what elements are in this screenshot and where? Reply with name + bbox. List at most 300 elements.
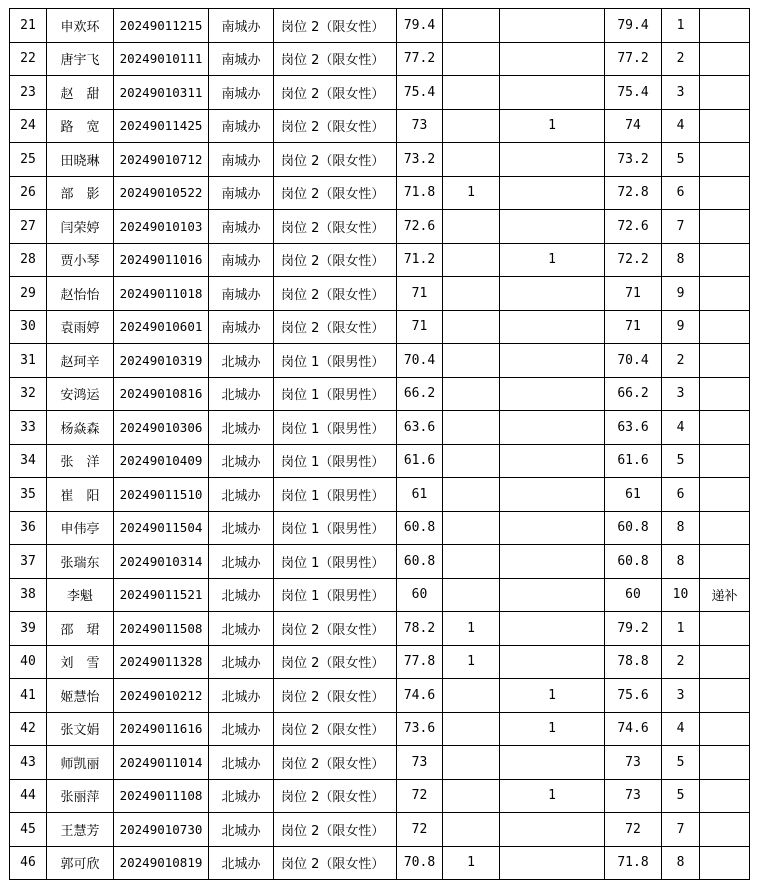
total-cell: 60.8	[605, 511, 662, 545]
note-cell	[700, 344, 750, 378]
rank-cell: 9	[662, 277, 700, 311]
unit-cell: 南城办	[209, 176, 274, 210]
rank-cell: 7	[662, 813, 700, 847]
name-cell: 李魁	[47, 578, 114, 612]
score-cell: 73	[397, 746, 443, 780]
bonus-b-cell	[500, 612, 605, 646]
total-cell: 61	[605, 478, 662, 512]
bonus-a-cell	[443, 243, 500, 277]
name-cell: 田晓琳	[47, 143, 114, 177]
table-row	[10, 478, 750, 512]
note-cell	[700, 478, 750, 512]
ticket-number-cell: 20249011425	[114, 109, 209, 143]
total-cell: 70.4	[605, 344, 662, 378]
unit-cell: 北城办	[209, 444, 274, 478]
rank-cell: 9	[662, 310, 700, 344]
name-cell: 张丽萍	[47, 779, 114, 813]
rank-cell: 5	[662, 444, 700, 478]
bonus-b-cell	[500, 444, 605, 478]
bonus-a-cell	[443, 210, 500, 244]
score-cell: 66.2	[397, 377, 443, 411]
unit-cell: 北城办	[209, 846, 274, 880]
post-cell: 岗位 2（限女性）	[274, 612, 397, 646]
score-cell: 60.8	[397, 511, 443, 545]
table-row	[10, 377, 750, 411]
row-number-cell: 44	[10, 779, 47, 813]
unit-cell: 南城办	[209, 76, 274, 110]
note-cell	[700, 813, 750, 847]
rank-cell: 2	[662, 645, 700, 679]
total-cell: 72.8	[605, 176, 662, 210]
unit-cell: 北城办	[209, 478, 274, 512]
unit-cell: 北城办	[209, 344, 274, 378]
note-cell	[700, 143, 750, 177]
score-cell: 73.6	[397, 712, 443, 746]
ticket-number-cell: 20249010522	[114, 176, 209, 210]
unit-cell: 北城办	[209, 545, 274, 579]
bonus-b-cell	[500, 143, 605, 177]
bonus-b-cell	[500, 310, 605, 344]
bonus-a-cell	[443, 746, 500, 780]
bonus-a-cell: 1	[443, 846, 500, 880]
post-cell: 岗位 2（限女性）	[274, 679, 397, 713]
unit-cell: 北城办	[209, 813, 274, 847]
bonus-b-cell	[500, 210, 605, 244]
bonus-a-cell	[443, 9, 500, 43]
ticket-number-cell: 20249010819	[114, 846, 209, 880]
row-number-cell: 40	[10, 645, 47, 679]
name-cell: 安鸿运	[47, 377, 114, 411]
post-cell: 岗位 2（限女性）	[274, 76, 397, 110]
table-row	[10, 545, 750, 579]
total-cell: 73.2	[605, 143, 662, 177]
note-cell	[700, 377, 750, 411]
unit-cell: 南城办	[209, 42, 274, 76]
name-cell: 袁雨婷	[47, 310, 114, 344]
ticket-number-cell: 20249011018	[114, 277, 209, 311]
ticket-number-cell: 20249011014	[114, 746, 209, 780]
rank-cell: 7	[662, 210, 700, 244]
ticket-number-cell: 20249010306	[114, 411, 209, 445]
row-number-cell: 42	[10, 712, 47, 746]
total-cell: 60	[605, 578, 662, 612]
ticket-number-cell: 20249010601	[114, 310, 209, 344]
post-cell: 岗位 2（限女性）	[274, 310, 397, 344]
score-cell: 79.4	[397, 9, 443, 43]
bonus-a-cell	[443, 310, 500, 344]
bonus-a-cell	[443, 478, 500, 512]
total-cell: 63.6	[605, 411, 662, 445]
note-cell	[700, 42, 750, 76]
name-cell: 唐宇飞	[47, 42, 114, 76]
ticket-number-cell: 20249011521	[114, 578, 209, 612]
total-cell: 61.6	[605, 444, 662, 478]
ticket-number-cell: 20249011328	[114, 645, 209, 679]
row-number-cell: 27	[10, 210, 47, 244]
post-cell: 岗位 2（限女性）	[274, 712, 397, 746]
bonus-b-cell	[500, 645, 605, 679]
post-cell: 岗位 2（限女性）	[274, 176, 397, 210]
post-cell: 岗位 2（限女性）	[274, 846, 397, 880]
score-cell: 74.6	[397, 679, 443, 713]
table-row	[10, 612, 750, 646]
note-cell	[700, 109, 750, 143]
ticket-number-cell: 20249010409	[114, 444, 209, 478]
name-cell: 郭可欣	[47, 846, 114, 880]
rank-cell: 1	[662, 9, 700, 43]
score-cell: 61.6	[397, 444, 443, 478]
post-cell: 岗位 1（限男性）	[274, 511, 397, 545]
note-cell	[700, 210, 750, 244]
bonus-a-cell	[443, 813, 500, 847]
rank-cell: 3	[662, 76, 700, 110]
table-row	[10, 9, 750, 43]
unit-cell: 北城办	[209, 578, 274, 612]
post-cell: 岗位 1（限男性）	[274, 578, 397, 612]
post-cell: 岗位 2（限女性）	[274, 746, 397, 780]
bonus-b-cell: 1	[500, 109, 605, 143]
ticket-number-cell: 20249011508	[114, 612, 209, 646]
bonus-b-cell	[500, 846, 605, 880]
name-cell: 张瑞东	[47, 545, 114, 579]
bonus-b-cell: 1	[500, 243, 605, 277]
rank-cell: 8	[662, 545, 700, 579]
note-cell	[700, 679, 750, 713]
name-cell: 张文娟	[47, 712, 114, 746]
post-cell: 岗位 2（限女性）	[274, 210, 397, 244]
note-cell: 递补	[700, 578, 750, 612]
table-row	[10, 277, 750, 311]
note-cell	[700, 76, 750, 110]
results-table	[9, 8, 750, 880]
name-cell: 路 宽	[47, 109, 114, 143]
table-row	[10, 578, 750, 612]
post-cell: 岗位 2（限女性）	[274, 243, 397, 277]
unit-cell: 北城办	[209, 612, 274, 646]
bonus-a-cell	[443, 511, 500, 545]
name-cell: 刘 雪	[47, 645, 114, 679]
row-number-cell: 30	[10, 310, 47, 344]
table-row	[10, 645, 750, 679]
table-body	[10, 9, 750, 880]
ticket-number-cell: 20249011108	[114, 779, 209, 813]
name-cell: 申欢环	[47, 9, 114, 43]
bonus-a-cell	[443, 679, 500, 713]
total-cell: 73	[605, 779, 662, 813]
note-cell	[700, 9, 750, 43]
row-number-cell: 28	[10, 243, 47, 277]
ticket-number-cell: 20249010212	[114, 679, 209, 713]
post-cell: 岗位 1（限男性）	[274, 545, 397, 579]
score-cell: 73	[397, 109, 443, 143]
score-cell: 72	[397, 813, 443, 847]
post-cell: 岗位 2（限女性）	[274, 277, 397, 311]
total-cell: 74.6	[605, 712, 662, 746]
total-cell: 71.8	[605, 846, 662, 880]
table-row	[10, 176, 750, 210]
table-row	[10, 344, 750, 378]
bonus-b-cell	[500, 76, 605, 110]
total-cell: 72.2	[605, 243, 662, 277]
post-cell: 岗位 2（限女性）	[274, 42, 397, 76]
row-number-cell: 35	[10, 478, 47, 512]
score-cell: 60.8	[397, 545, 443, 579]
total-cell: 77.2	[605, 42, 662, 76]
bonus-b-cell: 1	[500, 712, 605, 746]
score-cell: 73.2	[397, 143, 443, 177]
table-row	[10, 143, 750, 177]
ticket-number-cell: 20249010712	[114, 143, 209, 177]
row-number-cell: 36	[10, 511, 47, 545]
table-row	[10, 779, 750, 813]
name-cell: 部 影	[47, 176, 114, 210]
unit-cell: 南城办	[209, 210, 274, 244]
note-cell	[700, 846, 750, 880]
rank-cell: 2	[662, 344, 700, 378]
rank-cell: 6	[662, 478, 700, 512]
row-number-cell: 22	[10, 42, 47, 76]
total-cell: 79.4	[605, 9, 662, 43]
score-cell: 72	[397, 779, 443, 813]
score-cell: 61	[397, 478, 443, 512]
rank-cell: 6	[662, 176, 700, 210]
score-cell: 75.4	[397, 76, 443, 110]
row-number-cell: 29	[10, 277, 47, 311]
ticket-number-cell: 20249010111	[114, 42, 209, 76]
bonus-a-cell: 1	[443, 176, 500, 210]
ticket-number-cell: 20249010319	[114, 344, 209, 378]
row-number-cell: 37	[10, 545, 47, 579]
row-number-cell: 41	[10, 679, 47, 713]
unit-cell: 北城办	[209, 712, 274, 746]
bonus-b-cell	[500, 42, 605, 76]
total-cell: 72.6	[605, 210, 662, 244]
ticket-number-cell: 20249010730	[114, 813, 209, 847]
post-cell: 岗位 1（限男性）	[274, 411, 397, 445]
ticket-number-cell: 20249010314	[114, 545, 209, 579]
row-number-cell: 24	[10, 109, 47, 143]
post-cell: 岗位 1（限男性）	[274, 344, 397, 378]
table-row	[10, 210, 750, 244]
total-cell: 75.6	[605, 679, 662, 713]
bonus-a-cell	[443, 42, 500, 76]
ticket-number-cell: 20249010103	[114, 210, 209, 244]
name-cell: 王慧芳	[47, 813, 114, 847]
unit-cell: 北城办	[209, 411, 274, 445]
rank-cell: 3	[662, 679, 700, 713]
total-cell: 75.4	[605, 76, 662, 110]
total-cell: 71	[605, 310, 662, 344]
bonus-b-cell	[500, 813, 605, 847]
post-cell: 岗位 1（限男性）	[274, 444, 397, 478]
bonus-b-cell	[500, 176, 605, 210]
bonus-a-cell	[443, 779, 500, 813]
row-number-cell: 38	[10, 578, 47, 612]
score-cell: 72.6	[397, 210, 443, 244]
bonus-a-cell	[443, 444, 500, 478]
name-cell: 贾小琴	[47, 243, 114, 277]
name-cell: 赵珂辛	[47, 344, 114, 378]
score-cell: 77.8	[397, 645, 443, 679]
name-cell: 姬慧怡	[47, 679, 114, 713]
bonus-a-cell	[443, 712, 500, 746]
rank-cell: 10	[662, 578, 700, 612]
bonus-a-cell	[443, 344, 500, 378]
total-cell: 72	[605, 813, 662, 847]
note-cell	[700, 411, 750, 445]
table-row	[10, 813, 750, 847]
unit-cell: 北城办	[209, 645, 274, 679]
unit-cell: 南城办	[209, 109, 274, 143]
unit-cell: 南城办	[209, 143, 274, 177]
note-cell	[700, 612, 750, 646]
name-cell: 赵怡怡	[47, 277, 114, 311]
row-number-cell: 33	[10, 411, 47, 445]
rank-cell: 5	[662, 143, 700, 177]
table-row	[10, 109, 750, 143]
bonus-b-cell	[500, 344, 605, 378]
ticket-number-cell: 20249011616	[114, 712, 209, 746]
ticket-number-cell: 20249011016	[114, 243, 209, 277]
note-cell	[700, 645, 750, 679]
total-cell: 71	[605, 277, 662, 311]
rank-cell: 8	[662, 511, 700, 545]
ticket-number-cell: 20249010311	[114, 76, 209, 110]
bonus-a-cell	[443, 76, 500, 110]
bonus-a-cell	[443, 377, 500, 411]
bonus-b-cell	[500, 9, 605, 43]
note-cell	[700, 243, 750, 277]
row-number-cell: 45	[10, 813, 47, 847]
ticket-number-cell: 20249011215	[114, 9, 209, 43]
unit-cell: 北城办	[209, 746, 274, 780]
unit-cell: 北城办	[209, 377, 274, 411]
bonus-a-cell: 1	[443, 645, 500, 679]
bonus-a-cell	[443, 411, 500, 445]
rank-cell: 4	[662, 109, 700, 143]
name-cell: 赵 甜	[47, 76, 114, 110]
score-cell: 70.4	[397, 344, 443, 378]
bonus-b-cell	[500, 746, 605, 780]
rank-cell: 3	[662, 377, 700, 411]
bonus-a-cell	[443, 277, 500, 311]
bonus-a-cell	[443, 578, 500, 612]
note-cell	[700, 176, 750, 210]
name-cell: 杨焱森	[47, 411, 114, 445]
score-cell: 63.6	[397, 411, 443, 445]
rank-cell: 5	[662, 779, 700, 813]
table-row	[10, 846, 750, 880]
post-cell: 岗位 2（限女性）	[274, 143, 397, 177]
table-row	[10, 746, 750, 780]
total-cell: 79.2	[605, 612, 662, 646]
score-cell: 71	[397, 277, 443, 311]
row-number-cell: 31	[10, 344, 47, 378]
bonus-a-cell	[443, 545, 500, 579]
bonus-b-cell	[500, 545, 605, 579]
bonus-b-cell	[500, 377, 605, 411]
total-cell: 60.8	[605, 545, 662, 579]
score-cell: 71.2	[397, 243, 443, 277]
table-row	[10, 76, 750, 110]
post-cell: 岗位 2（限女性）	[274, 9, 397, 43]
score-cell: 71.8	[397, 176, 443, 210]
name-cell: 邵 珺	[47, 612, 114, 646]
row-number-cell: 39	[10, 612, 47, 646]
note-cell	[700, 712, 750, 746]
score-cell: 78.2	[397, 612, 443, 646]
ticket-number-cell: 20249010816	[114, 377, 209, 411]
post-cell: 岗位 2（限女性）	[274, 813, 397, 847]
rank-cell: 1	[662, 612, 700, 646]
note-cell	[700, 277, 750, 311]
ticket-number-cell: 20249011510	[114, 478, 209, 512]
unit-cell: 北城办	[209, 779, 274, 813]
note-cell	[700, 310, 750, 344]
note-cell	[700, 545, 750, 579]
row-number-cell: 25	[10, 143, 47, 177]
row-number-cell: 34	[10, 444, 47, 478]
unit-cell: 北城办	[209, 679, 274, 713]
name-cell: 崔 阳	[47, 478, 114, 512]
name-cell: 师凯丽	[47, 746, 114, 780]
post-cell: 岗位 2（限女性）	[274, 645, 397, 679]
unit-cell: 南城办	[209, 9, 274, 43]
score-cell: 77.2	[397, 42, 443, 76]
row-number-cell: 26	[10, 176, 47, 210]
rank-cell: 4	[662, 712, 700, 746]
row-number-cell: 32	[10, 377, 47, 411]
note-cell	[700, 511, 750, 545]
bonus-b-cell	[500, 511, 605, 545]
unit-cell: 南城办	[209, 243, 274, 277]
score-cell: 71	[397, 310, 443, 344]
note-cell	[700, 444, 750, 478]
bonus-a-cell	[443, 109, 500, 143]
row-number-cell: 43	[10, 746, 47, 780]
bonus-a-cell: 1	[443, 612, 500, 646]
table-row	[10, 511, 750, 545]
rank-cell: 4	[662, 411, 700, 445]
note-cell	[700, 779, 750, 813]
bonus-a-cell	[443, 143, 500, 177]
score-cell: 70.8	[397, 846, 443, 880]
name-cell: 张 洋	[47, 444, 114, 478]
score-cell: 60	[397, 578, 443, 612]
table-row	[10, 310, 750, 344]
table-row	[10, 444, 750, 478]
table-row	[10, 679, 750, 713]
bonus-b-cell	[500, 277, 605, 311]
name-cell: 申伟亭	[47, 511, 114, 545]
row-number-cell: 23	[10, 76, 47, 110]
post-cell: 岗位 1（限男性）	[274, 377, 397, 411]
bonus-b-cell: 1	[500, 779, 605, 813]
total-cell: 73	[605, 746, 662, 780]
total-cell: 78.8	[605, 645, 662, 679]
table-row	[10, 712, 750, 746]
bonus-b-cell: 1	[500, 679, 605, 713]
post-cell: 岗位 2（限女性）	[274, 779, 397, 813]
total-cell: 74	[605, 109, 662, 143]
rank-cell: 2	[662, 42, 700, 76]
unit-cell: 南城办	[209, 310, 274, 344]
note-cell	[700, 746, 750, 780]
name-cell: 闫荣婷	[47, 210, 114, 244]
post-cell: 岗位 1（限男性）	[274, 478, 397, 512]
bonus-b-cell	[500, 578, 605, 612]
rank-cell: 5	[662, 746, 700, 780]
